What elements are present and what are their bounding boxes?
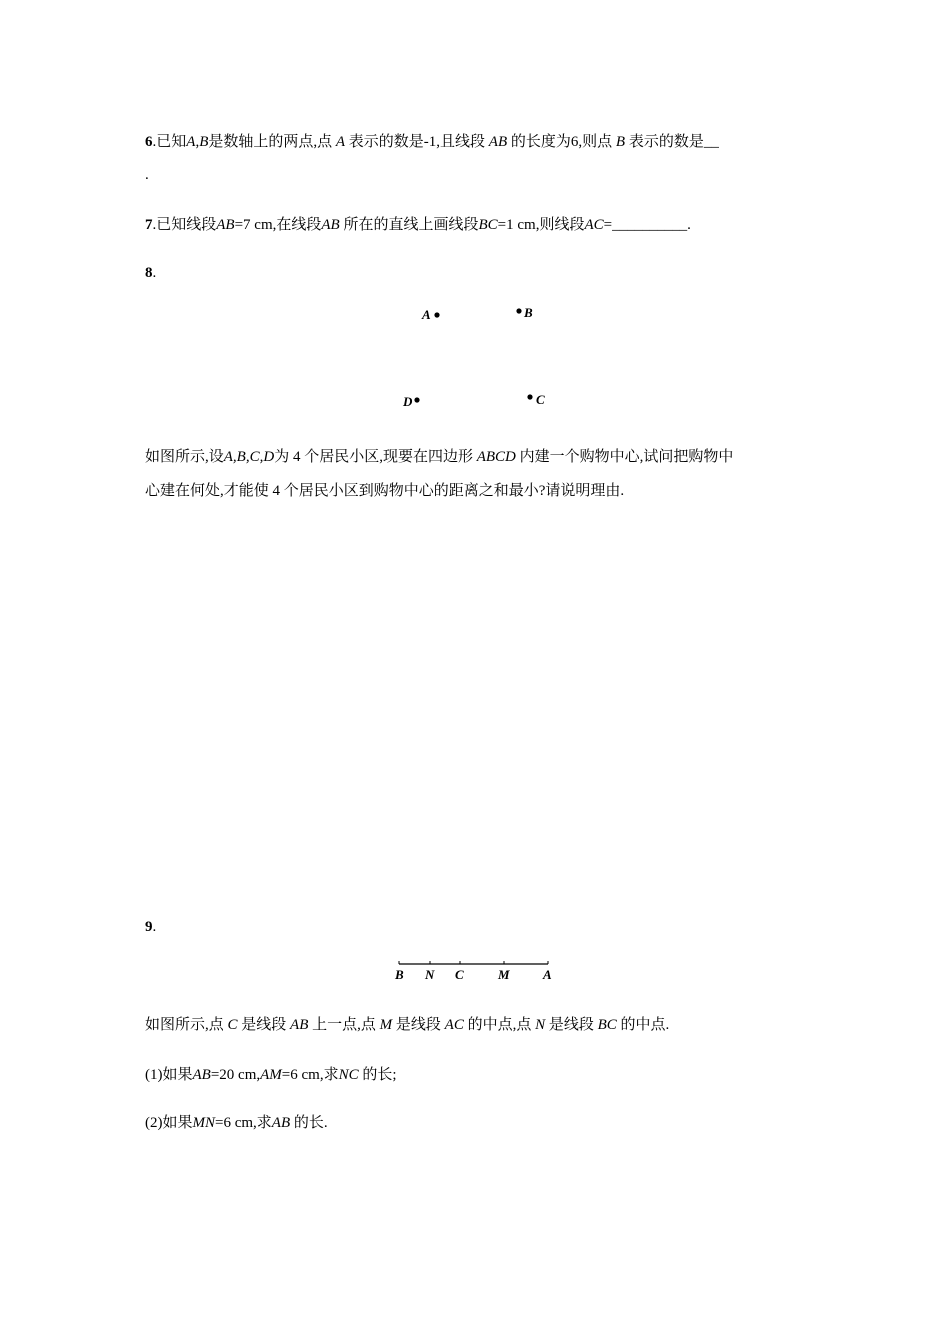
q9-text-3: 上一点,点 (312, 1017, 376, 1033)
q7-var-ab: AB (216, 217, 235, 233)
q9-label-a: A (543, 967, 552, 982)
question-8-text-line-1 (145, 447, 733, 467)
q9-figure (390, 955, 560, 985)
question-8-number: 8 (145, 265, 153, 281)
q9-part2-text-2: =6 cm,求 (215, 1115, 272, 1131)
q9-part1-var-ab: AB (192, 1067, 211, 1083)
q9-label-n: N (425, 967, 435, 982)
q7-var-bc: BC (478, 217, 498, 233)
q7-text-3: 所在的直线上画线段 (343, 217, 479, 233)
q8-point-a (434, 312, 439, 317)
question-9-text (145, 1015, 669, 1035)
question-7 (145, 215, 691, 235)
q9-text-2: 是线段 (241, 1017, 287, 1033)
q9-text-5: 的中点,点 (467, 1017, 532, 1033)
q8-point-c (527, 394, 532, 399)
q9-var-ab: AB (290, 1017, 309, 1033)
q9-dot: . (152, 919, 157, 935)
q9-part1-text-2: =20 cm, (210, 1067, 261, 1083)
q9-label-m: M (498, 967, 510, 982)
q6-var-a2: A (335, 134, 346, 150)
q9-var-bc: BC (597, 1017, 617, 1033)
q6-text-2: 是数轴上的两点,点 (208, 134, 333, 150)
q9-var-ac: AC (444, 1017, 464, 1033)
q8-var-abcd: ABCD (476, 449, 516, 465)
q8-figure (380, 295, 580, 420)
q8-point-d (414, 397, 419, 402)
q6-var-b: B (199, 134, 209, 150)
q8-label-d: D (403, 394, 413, 409)
q7-var-ab2: AB (321, 217, 340, 233)
q8-text-1: 如图所示,设 (145, 449, 224, 465)
q6-var-ab: AB (488, 134, 508, 150)
question-8-header (145, 263, 156, 283)
question-6-line-2: . (145, 167, 149, 183)
q9-text-7: 的中点. (620, 1017, 670, 1033)
q8-dot: . (152, 265, 157, 281)
q9-part1-text-1: (1)如果 (145, 1067, 193, 1083)
question-9-number: 9 (145, 919, 153, 935)
q6-text-3: 表示的数是-1,且线段 (348, 134, 486, 150)
q7-text-4: =1 cm,则线段 (497, 217, 585, 233)
q9-part1-var-am: AM (260, 1067, 282, 1083)
question-8-text-line-2: 心建在何处,才能使 4 个居民小区到购物中心的距离之和最小?请说明理由. (145, 483, 625, 499)
q7-var-ac: AC (584, 217, 604, 233)
q6-var-b2: B (615, 134, 626, 150)
q9-part2-var-mn: MN (192, 1115, 215, 1131)
q9-part1-text-4: 的长; (362, 1067, 397, 1083)
q6-answer-blank: 表示的数是__ (628, 134, 719, 150)
q9-text-1: 如图所示,点 (145, 1017, 224, 1033)
question-9-part-2 (145, 1113, 328, 1133)
q8-label-b: B (524, 305, 533, 320)
q6-comma: , (195, 134, 200, 150)
q7-text-2: =7 cm,在线段 (234, 217, 322, 233)
q8-text-2: 为 4 个居民小区,现要在四边形 (274, 449, 473, 465)
q6-text-4: 的长度为6,则点 (510, 134, 613, 150)
q9-part2-text-3: 的长. (293, 1115, 328, 1131)
q7-answer-blank: =__________. (603, 217, 691, 233)
q9-part2-var-ab: AB (271, 1115, 291, 1131)
q9-label-c: C (455, 967, 464, 982)
q9-part1-var-nc: NC (338, 1067, 359, 1083)
q9-var-n: N (535, 1017, 546, 1033)
q9-part1-text-3: =6 cm,求 (281, 1067, 339, 1083)
q6-text-1: .已知 (152, 134, 187, 150)
q9-var-c: C (227, 1017, 238, 1033)
q8-text-3: 内建一个购物中心,试问把购物中 (519, 449, 734, 465)
question-6-line-1 (145, 132, 719, 152)
q6-var-a: A (186, 134, 196, 150)
q8-var-abcd-list: A,B,C,D (223, 449, 275, 465)
question-6-number: 6 (145, 134, 153, 150)
q8-label-c: C (536, 392, 545, 407)
q8-point-b (516, 308, 521, 313)
q9-text-6: 是线段 (548, 1017, 594, 1033)
question-9-part-1 (145, 1065, 397, 1085)
question-9-header (145, 917, 156, 937)
question-7-number: 7 (145, 217, 153, 233)
q7-text-1: .已知线段 (152, 217, 217, 233)
q9-var-m: M (379, 1017, 393, 1033)
q9-text-4: 是线段 (395, 1017, 441, 1033)
q9-label-b: B (395, 967, 404, 982)
q9-part2-text-1: (2)如果 (145, 1115, 193, 1131)
q8-label-a: A (422, 307, 431, 322)
